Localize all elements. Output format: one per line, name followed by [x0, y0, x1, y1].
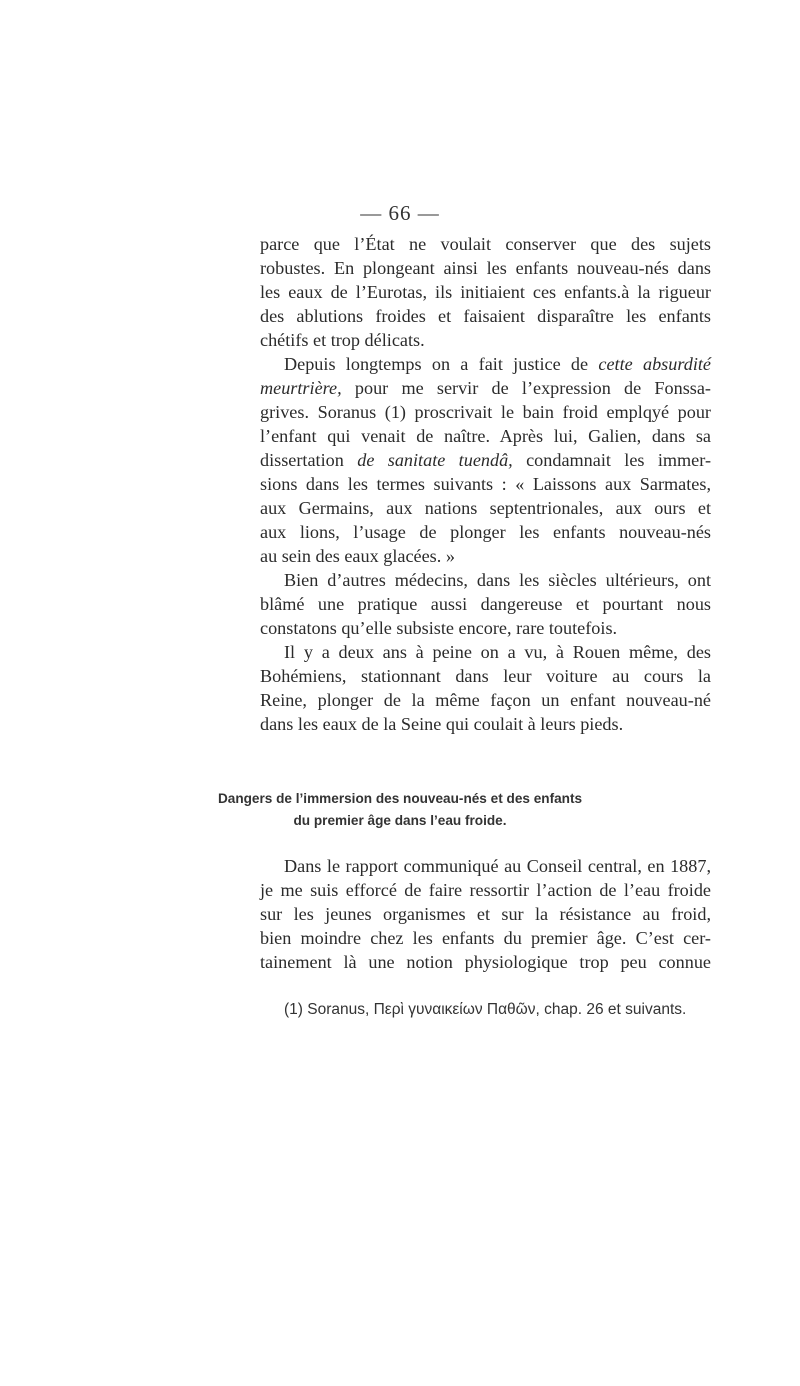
text-line: sions dans les termes suivants : « Laissons aux Sarmates,: [260, 474, 711, 494]
text-line: parce que l’État ne voulait conserver que des sujets: [260, 234, 711, 254]
text-line: Bien d’autres médecins, dans les siècles ultérieurs, ont: [284, 570, 711, 590]
text-line: Reine, plonger de la même façon un enfant nouveau-né: [260, 690, 711, 710]
text-line: au sein des eaux glacées. »: [260, 546, 455, 566]
italic-phrase: cette absurdité: [598, 354, 712, 374]
text-line: grives. Soranus (1) proscrivait le bain froid emplqyé pour: [260, 402, 711, 422]
text-line: sur les jeunes organismes et sur la résistance au froid,: [260, 904, 711, 924]
text-line: aux lions, l’usage de plonger les enfants nouveau-nés: [260, 522, 711, 542]
text-line: bien moindre chez les enfants du premier âge. C’est cer-: [260, 928, 711, 948]
italic-phrase: meurtrière,: [260, 378, 342, 398]
text-span: Depuis longtemps on a fait justice de: [284, 354, 589, 374]
text-line: robustes. En plongeant ainsi les enfants nouveau-nés dans: [260, 258, 711, 278]
footnote: (1) Soranus, Περὶ γυναικείων Παθῶν, chap. 26 et suivants.: [284, 1001, 687, 1018]
section-heading: du premier âge dans l’eau froide.: [293, 813, 507, 828]
text-line: les eaux de l’Eurotas, ils initiaient ces enfants.à la rigueur: [260, 282, 711, 302]
section-heading: Dangers de l’immersion des nouveau-nés et des enfants: [217, 791, 583, 806]
text-line: [260, 352, 711, 376]
text-line: aux Germains, aux nations septentrionales, aux ours et: [260, 498, 711, 518]
text-line: Dans le rapport communiqué au Conseil central, en 1887,: [284, 856, 711, 876]
text-line: chétifs et trop délicats.: [260, 330, 425, 350]
page-number: — 66 —: [360, 201, 440, 225]
text-line: tainement là une notion physiologique trop peu connue: [260, 952, 711, 972]
text-line: je me suis efforcé de faire ressortir l’action de l’eau froide: [260, 880, 711, 900]
text-line: [260, 376, 711, 400]
text-line: Bohémiens, stationnant dans leur voiture au cours la: [260, 666, 711, 686]
text-span: dissertation: [260, 450, 344, 470]
italic-phrase: de sanitate tuendâ,: [357, 450, 513, 470]
text-line: dans les eaux de la Seine qui coulait à leurs pieds.: [260, 714, 624, 734]
text-line: des ablutions froides et faisaient disparaître les enfants: [260, 306, 711, 326]
text-line: Il y a deux ans à peine on a vu, à Rouen même, des: [284, 642, 711, 662]
text-span: condamnait les immer-: [512, 450, 712, 470]
text-line: constatons qu’elle subsiste encore, rare toutefois.: [260, 618, 618, 638]
text-line: l’enfant qui venait de naître. Après lui, Galien, dans sa: [260, 426, 711, 446]
text-span: pour me servir de l’expression de Fonssa-: [341, 378, 711, 398]
text-line: [260, 448, 711, 472]
text-line: blâmé une pratique aussi dangereuse et pourtant nous: [260, 594, 711, 614]
